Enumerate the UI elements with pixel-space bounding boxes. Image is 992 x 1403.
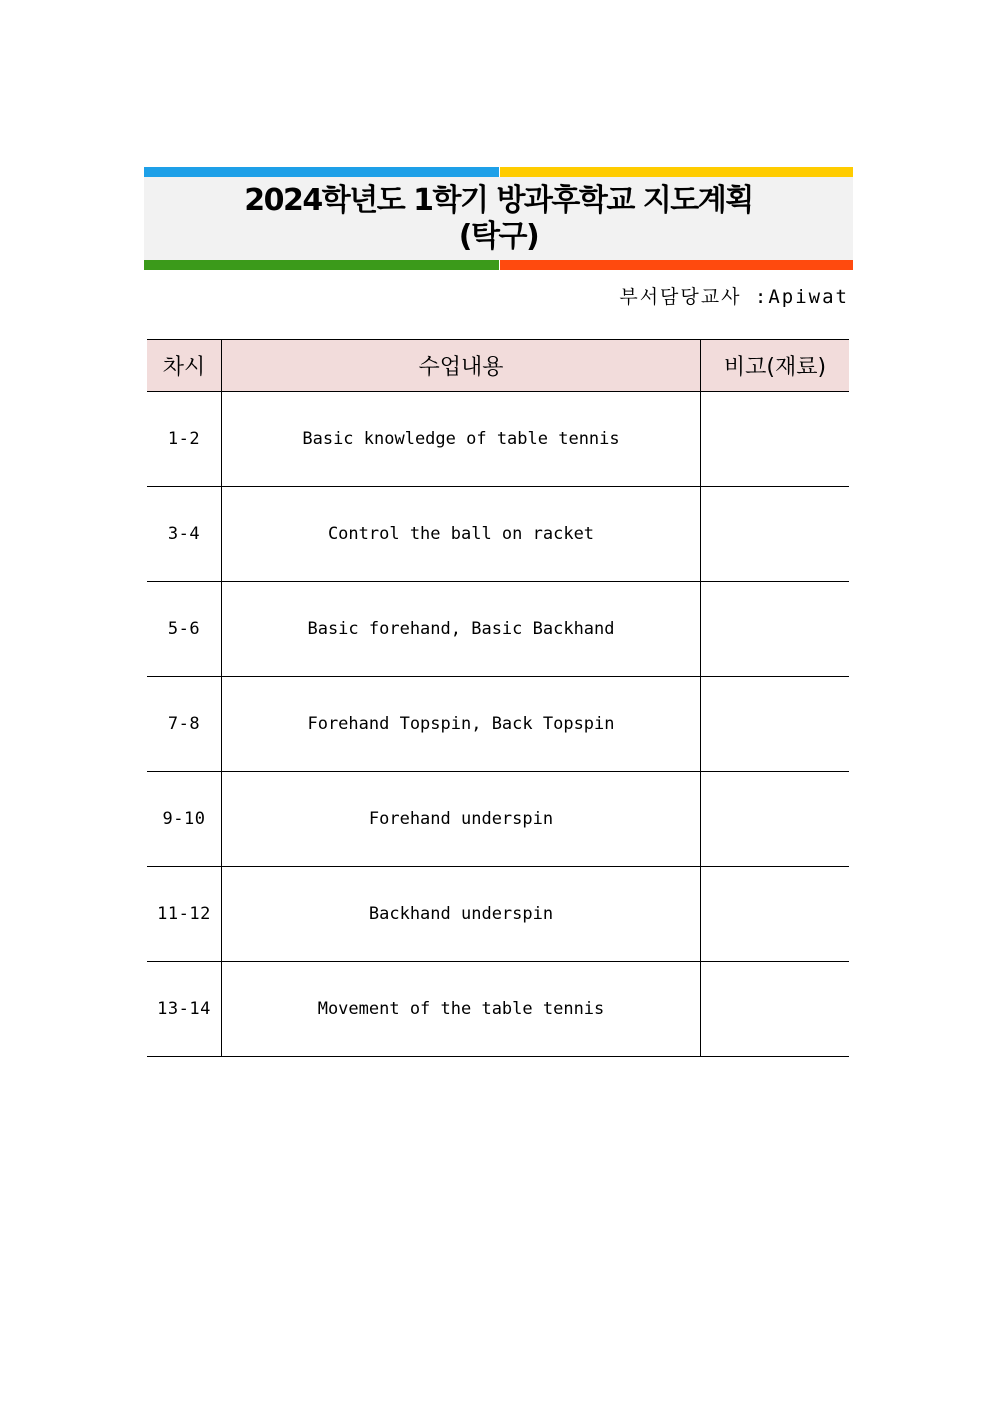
content-cell: Forehand underspin xyxy=(222,772,701,867)
content-cell: Movement of the table tennis xyxy=(222,962,701,1057)
note-cell xyxy=(701,772,850,867)
title-bar-top-left xyxy=(144,167,499,177)
title-banner xyxy=(144,167,853,271)
title-panel xyxy=(144,177,853,260)
content-cell: Basic forehand, Basic Backhand xyxy=(222,582,701,677)
teacher-label: 부서담당교사 : xyxy=(619,286,769,308)
document-title: 2024학년도 1학기 방과후학교 지도계획 xyxy=(244,182,753,218)
table-row xyxy=(147,772,849,867)
note-cell xyxy=(701,582,850,677)
note-cell xyxy=(701,392,850,487)
content-cell: Control the ball on racket xyxy=(222,487,701,582)
lesson-plan-table xyxy=(147,339,849,1057)
title-bar-top-right xyxy=(500,167,853,177)
title-bar-bottom-right xyxy=(500,260,853,270)
table-row xyxy=(147,392,849,487)
teacher-name: Apiwat xyxy=(768,286,849,308)
content-cell: Forehand Topspin, Back Topspin xyxy=(222,677,701,772)
content-cell: Basic knowledge of table tennis xyxy=(222,392,701,487)
session-cell: 7-8 xyxy=(147,677,222,772)
session-cell: 9-10 xyxy=(147,772,222,867)
header-session: 차시 xyxy=(147,340,222,392)
session-cell: 1-2 xyxy=(147,392,222,487)
table-row xyxy=(147,962,849,1057)
table-row xyxy=(147,487,849,582)
table-header-row xyxy=(147,340,849,392)
header-note: 비고(재료) xyxy=(701,340,850,392)
session-cell: 3-4 xyxy=(147,487,222,582)
note-cell xyxy=(701,962,850,1057)
teacher-line xyxy=(619,282,849,309)
content-cell: Backhand underspin xyxy=(222,867,701,962)
note-cell xyxy=(701,677,850,772)
title-bar-bottom-left xyxy=(144,260,499,270)
session-cell: 11-12 xyxy=(147,867,222,962)
table-row xyxy=(147,677,849,772)
session-cell: 5-6 xyxy=(147,582,222,677)
table-row xyxy=(147,582,849,677)
note-cell xyxy=(701,487,850,582)
header-content: 수업내용 xyxy=(222,340,701,392)
note-cell xyxy=(701,867,850,962)
session-cell: 13-14 xyxy=(147,962,222,1057)
document-subtitle: (탁구) xyxy=(458,218,539,254)
table-row xyxy=(147,867,849,962)
